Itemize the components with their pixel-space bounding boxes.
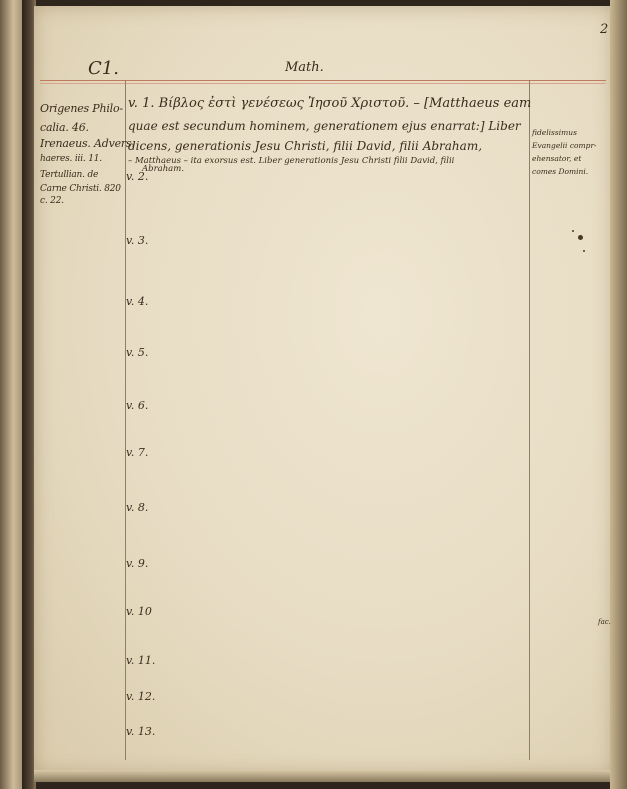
verse-number: v. 6. [126, 399, 149, 412]
margin-ref-line: calia. 46. [40, 121, 89, 134]
right-margin-note-line: comes Domini. [532, 167, 589, 176]
ink-stain [578, 235, 583, 240]
margin-ref-line: haeres. iii. 11. [40, 154, 102, 164]
verse-number: v. 10 [126, 605, 152, 618]
margin-ref-line: c. 22. [40, 196, 64, 206]
margin-ref-line: Tertullian. de [40, 170, 99, 180]
page-right-edge [610, 0, 627, 789]
page-number: 2 [600, 22, 609, 37]
margin-ref-line: Origenes Philo- [40, 102, 123, 115]
right-margin-note-line: fidelissimus [532, 128, 577, 137]
ink-stain [572, 230, 574, 232]
verse-number: v. 13. [126, 725, 156, 738]
verse-number: v. 4. [126, 295, 149, 308]
verse-number: v. 11. [126, 654, 156, 667]
ink-stain [583, 250, 585, 252]
verse-number: v. 12. [126, 690, 156, 703]
verse-one-line: – Matthaeus – ita exorsus est. Liber generationis Jesu Christi filii David, filii [128, 156, 455, 166]
verse-number: v. 8. [126, 501, 149, 514]
verse-number: v. 7. [126, 446, 149, 459]
right-margin-note-line: Evangelii compr- [532, 141, 597, 150]
right-margin-rule [529, 80, 530, 760]
verse-number: v. 2. [126, 170, 149, 183]
left-page-edge [0, 0, 22, 789]
chapter-heading: C1. [88, 58, 119, 79]
margin-ref-line: Irenaeus. Advers. [40, 137, 135, 150]
book-heading: Math. [285, 60, 324, 75]
verse-one-line: v. 1. Βίβλος ἐστὶ γενέσεως Ἰησοῦ Χριστοῦ. – [Matthaeus eam [128, 96, 532, 111]
margin-ref-line: Carne Christi. 820 [40, 184, 121, 194]
verse-number: v. 5. [126, 346, 149, 359]
verse-number: v. 3. [126, 234, 149, 247]
verse-number: v. 9. [126, 557, 149, 570]
verse-one-line: Abraham. [142, 164, 185, 174]
verse-one-line: dicens, generationis Jesu Christi, filii David, filii Abraham, [128, 139, 483, 153]
verse-one-line: quae est secundum hominem, generationem ejus enarrat:] Liber [128, 119, 521, 133]
right-margin-note-line: ehensator, et [532, 154, 582, 163]
page-bottom-edge [34, 770, 614, 782]
edge-note: fac. [598, 618, 611, 626]
